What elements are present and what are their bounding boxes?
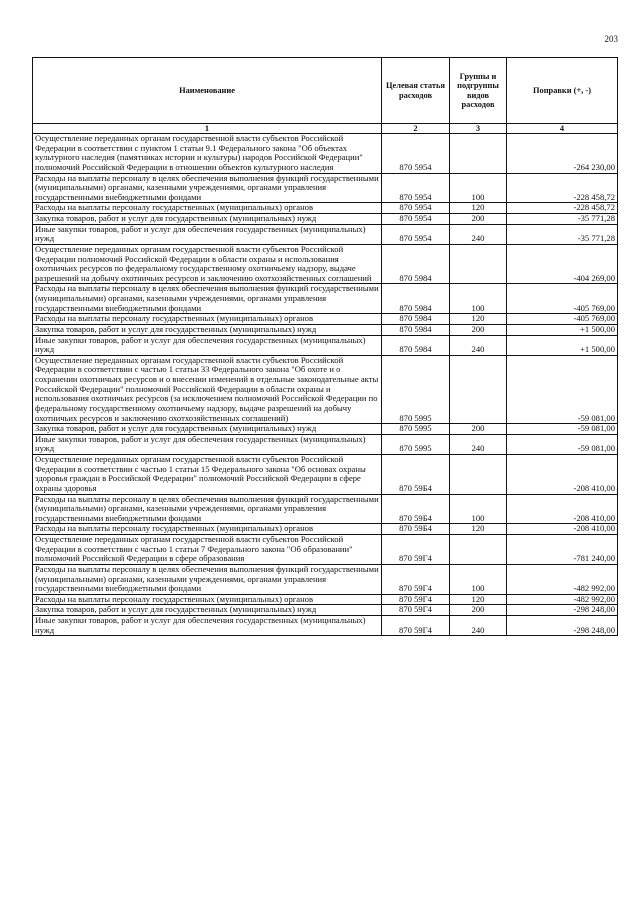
row-amendment: -404 269,00 xyxy=(507,244,618,284)
row-target-code: 870 5954 xyxy=(382,173,450,203)
row-target-code: 870 5954 xyxy=(382,134,450,174)
row-amendment: -228 458,72 xyxy=(507,203,618,214)
row-amendment: -59 081,00 xyxy=(507,434,618,454)
row-amendment: -208 410,00 xyxy=(507,494,618,524)
row-amendment: -405 769,00 xyxy=(507,314,618,325)
row-expense-group: 100 xyxy=(450,564,507,594)
row-name: Иные закупки товаров, работ и услуг для обеспечения государственных (муниципальных) нужд xyxy=(33,434,382,454)
table-row xyxy=(33,434,618,454)
table-row xyxy=(33,324,618,335)
row-target-code: 870 59Г4 xyxy=(382,594,450,605)
row-expense-group: 100 xyxy=(450,173,507,203)
row-target-code: 870 59Г4 xyxy=(382,605,450,616)
row-expense-group xyxy=(450,244,507,284)
row-expense-group xyxy=(450,455,507,495)
row-target-code: 870 59Б4 xyxy=(382,494,450,524)
row-target-code: 870 59Г4 xyxy=(382,616,450,636)
row-amendment: -405 769,00 xyxy=(507,284,618,314)
row-name: Расходы на выплаты персоналу в целях обеспечения выполнения функций государственными (муниципальными) органами, казенными учреждениями, органами управления государственными внебюджетными фондами xyxy=(33,173,382,203)
row-name: Расходы на выплаты персоналу в целях обеспечения выполнения функций государственными (муниципальными) органами, казенными учреждениями, органами управления государственными внебюджетными фондами xyxy=(33,564,382,594)
row-name: Расходы на выплаты персоналу государственных (муниципальных) органов xyxy=(33,203,382,214)
table-row xyxy=(33,173,618,203)
row-amendment: -208 410,00 xyxy=(507,524,618,535)
budget-amendments-table xyxy=(32,57,618,636)
row-amendment: -59 081,00 xyxy=(507,355,618,423)
row-name: Иные закупки товаров, работ и услуг для обеспечения государственных (муниципальных) нужд xyxy=(33,335,382,355)
row-expense-group: 120 xyxy=(450,524,507,535)
row-amendment: -59 081,00 xyxy=(507,424,618,435)
row-expense-group: 240 xyxy=(450,434,507,454)
row-name: Расходы на выплаты персоналу государственных (муниципальных) органов xyxy=(33,594,382,605)
row-name: Расходы на выплаты персоналу в целях обеспечения выполнения функций государственными (муниципальными) органами, казенными учреждениями, органами управления государственными внебюджетными фондами xyxy=(33,284,382,314)
table-row xyxy=(33,616,618,636)
table-row xyxy=(33,284,618,314)
table-row xyxy=(33,455,618,495)
row-name: Осуществление переданных органам государственной власти субъектов Российской Федерации в соответствии с пунктом 1 статьи 9.1 Федерального закона "Об объектах культурного наследия (памятниках истории и культуры) народов Российской Федерации" полномочий Российской Федерации в отношении объектов культурного наследия xyxy=(33,134,382,174)
table-row xyxy=(33,535,618,565)
header-target-code: Целевая статья расходов xyxy=(382,58,450,124)
row-expense-group xyxy=(450,134,507,174)
row-name: Расходы на выплаты персоналу государственных (муниципальных) органов xyxy=(33,314,382,325)
row-expense-group xyxy=(450,355,507,423)
header-name: Наименование xyxy=(33,58,382,124)
row-amendment: -208 410,00 xyxy=(507,455,618,495)
table-row xyxy=(33,224,618,244)
table-row xyxy=(33,203,618,214)
page-number: 203 xyxy=(604,34,618,44)
row-target-code: 870 5954 xyxy=(382,224,450,244)
row-target-code: 870 59Г4 xyxy=(382,535,450,565)
row-name: Осуществление переданных органам государственной власти субъектов Российской Федерации в соответствии с частью 1 статьи 15 Федерального закона "Об основах охраны здоровья граждан в Российской Федерации" полномочий Российской Федерации в сфере охраны здоровья xyxy=(33,455,382,495)
table-row xyxy=(33,494,618,524)
row-expense-group: 120 xyxy=(450,203,507,214)
row-amendment: +1 500,00 xyxy=(507,335,618,355)
row-name: Иные закупки товаров, работ и услуг для обеспечения государственных (муниципальных) нужд xyxy=(33,224,382,244)
row-expense-group: 100 xyxy=(450,494,507,524)
row-expense-group xyxy=(450,535,507,565)
table-row xyxy=(33,524,618,535)
row-name: Расходы на выплаты персоналу государственных (муниципальных) органов xyxy=(33,524,382,535)
table-row xyxy=(33,424,618,435)
row-expense-group: 200 xyxy=(450,424,507,435)
row-expense-group: 120 xyxy=(450,314,507,325)
table-row xyxy=(33,355,618,423)
table-row xyxy=(33,134,618,174)
row-target-code: 870 5984 xyxy=(382,314,450,325)
row-name: Закупка товаров, работ и услуг для государственных (муниципальных) нужд xyxy=(33,324,382,335)
row-amendment: -228 458,72 xyxy=(507,173,618,203)
table-row xyxy=(33,214,618,225)
row-expense-group: 100 xyxy=(450,284,507,314)
table-row xyxy=(33,314,618,325)
row-amendment: -298 248,00 xyxy=(507,605,618,616)
row-name: Закупка товаров, работ и услуг для государственных (муниципальных) нужд xyxy=(33,424,382,435)
row-expense-group: 240 xyxy=(450,335,507,355)
row-amendment: -781 240,00 xyxy=(507,535,618,565)
row-target-code: 870 5995 xyxy=(382,355,450,423)
row-name: Осуществление переданных органам государственной власти субъектов Российской Федерации полномочий Российской Федерации в области охраны и использования охотничьих ресурсов по федеральному государственному охотничьему надзору, выдаче разрешений на добычу охотничьих ресурсов и заключению охотхозяйственных соглашений xyxy=(33,244,382,284)
row-amendment: -482 992,00 xyxy=(507,594,618,605)
row-amendment: -482 992,00 xyxy=(507,564,618,594)
column-number: 2 xyxy=(382,124,450,134)
row-amendment: +1 500,00 xyxy=(507,324,618,335)
header-row xyxy=(33,58,618,124)
table-row xyxy=(33,244,618,284)
table-row xyxy=(33,335,618,355)
column-number: 1 xyxy=(33,124,382,134)
row-target-code: 870 5995 xyxy=(382,434,450,454)
row-amendment: -35 771,28 xyxy=(507,224,618,244)
row-target-code: 870 5984 xyxy=(382,324,450,335)
column-number: 3 xyxy=(450,124,507,134)
table-row xyxy=(33,594,618,605)
column-number: 4 xyxy=(507,124,618,134)
header-amendment: Поправки (+, -) xyxy=(507,58,618,124)
row-target-code: 870 5984 xyxy=(382,284,450,314)
row-target-code: 870 59Б4 xyxy=(382,455,450,495)
row-name: Осуществление переданных органам государственной власти субъектов Российской Федерации в соответствии с частью 1 статьи 7 Федерального закона "Об образовании" полномочий Российской Федерации в сфере образования xyxy=(33,535,382,565)
row-target-code: 870 5984 xyxy=(382,335,450,355)
row-name: Иные закупки товаров, работ и услуг для обеспечения государственных (муниципальных) нужд xyxy=(33,616,382,636)
row-name: Осуществление переданных органам государственной власти субъектов Российской Федерации в соответствии с частью 1 статьи 33 Федерального закона "Об охоте и о сохранении охотничьих ресурсов и о внесении изменений в отдельные законодательные акты Российской Федерации" полномочий Российской Федерации в области охраны и использования охотничьих ресурсов (за исключением полномочий Российской Федерации по федеральному государственному охотничьему надзору, выдаче разрешений на добычу охотничьих ресурсов и заключению охотхозяйственных соглашений) xyxy=(33,355,382,423)
row-expense-group: 120 xyxy=(450,594,507,605)
row-name: Расходы на выплаты персоналу в целях обеспечения выполнения функций государственными (муниципальными) органами, казенными учреждениями, органами управления государственными внебюджетными фондами xyxy=(33,494,382,524)
row-expense-group: 240 xyxy=(450,224,507,244)
column-number-row xyxy=(33,124,618,134)
row-name: Закупка товаров, работ и услуг для государственных (муниципальных) нужд xyxy=(33,214,382,225)
table-row xyxy=(33,605,618,616)
row-target-code: 870 59Г4 xyxy=(382,564,450,594)
row-amendment: -264 230,00 xyxy=(507,134,618,174)
row-target-code: 870 5995 xyxy=(382,424,450,435)
row-target-code: 870 59Б4 xyxy=(382,524,450,535)
row-amendment: -35 771,28 xyxy=(507,214,618,225)
row-amendment: -298 248,00 xyxy=(507,616,618,636)
header-expense-group: Группы и подгруппы видов расходов xyxy=(450,58,507,124)
table-body xyxy=(33,134,618,636)
row-expense-group: 200 xyxy=(450,214,507,225)
row-target-code: 870 5984 xyxy=(382,244,450,284)
row-target-code: 870 5954 xyxy=(382,214,450,225)
row-name: Закупка товаров, работ и услуг для государственных (муниципальных) нужд xyxy=(33,605,382,616)
row-expense-group: 200 xyxy=(450,605,507,616)
table-row xyxy=(33,564,618,594)
row-expense-group: 200 xyxy=(450,324,507,335)
row-expense-group: 240 xyxy=(450,616,507,636)
row-target-code: 870 5954 xyxy=(382,203,450,214)
